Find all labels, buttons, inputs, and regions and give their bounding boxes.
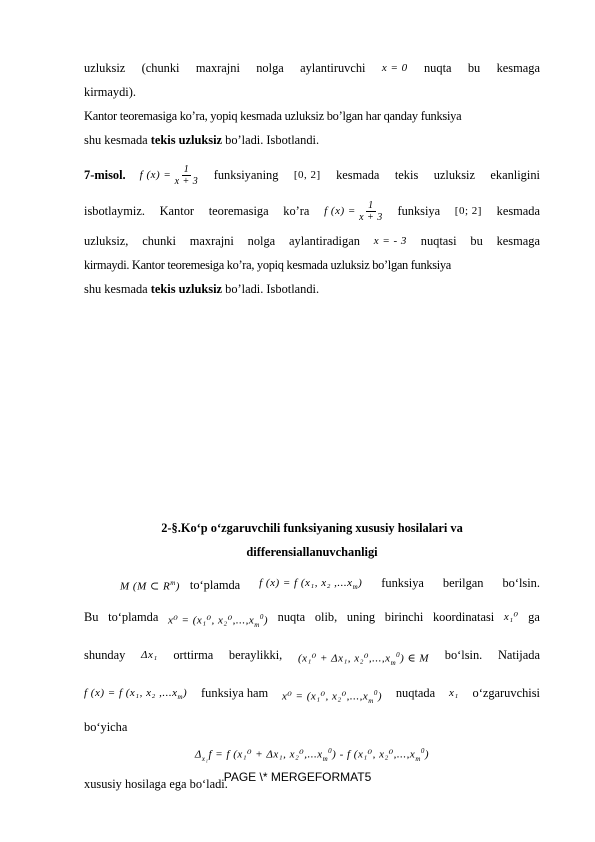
text-line: kirmaydi. Kantor teoremesiga ko’ra, yopiq kesmada uzluksiz bo’lgan funksiya <box>84 258 452 272</box>
word: shunday <box>84 648 126 663</box>
word: ekanligini <box>490 168 540 182</box>
text-line <box>84 602 540 640</box>
math-expression: x = 0 <box>381 62 408 74</box>
word: kesmada <box>336 168 380 182</box>
word: nolga <box>247 234 276 248</box>
text-line <box>84 640 540 678</box>
math-text: ) <box>183 686 188 699</box>
function-definition <box>324 193 383 229</box>
word: uzluksiz <box>84 61 126 75</box>
math-text: M (M ⊂ R <box>120 580 171 593</box>
superscript: 0 <box>328 746 333 755</box>
text-line: Kantor teoremasiga ko’ra, yopiq kesmada uzluksiz bo’lgan har qanday funksiya <box>84 109 462 123</box>
text-line <box>84 229 540 253</box>
subscript: m <box>177 693 184 702</box>
text-line <box>84 568 540 602</box>
page-footer: PAGE \* MERGEFORMAT5 <box>223 770 372 784</box>
math-text: f (x) = <box>139 169 172 181</box>
math-text: ) ∈ M <box>400 652 430 665</box>
word: ko’ra <box>283 204 310 218</box>
word: Bu <box>84 610 99 625</box>
word: aylantiruvchi <box>300 61 366 75</box>
word: Natijada <box>497 648 540 663</box>
text-line <box>84 277 540 301</box>
function-definition <box>84 678 187 716</box>
subscript: m <box>390 658 397 667</box>
text-line: xususiy hosilaga ega bo‘ladi. <box>84 776 228 791</box>
word: teoremasiga <box>208 204 269 218</box>
paragraph-example-7 <box>84 157 540 301</box>
example-label: 7-misol. <box>84 168 126 182</box>
point-definition <box>168 602 268 640</box>
set-group <box>84 568 240 602</box>
text-span: bo’ladi. Isbotlandi. <box>222 133 320 147</box>
word: nuqtada <box>395 685 436 700</box>
word: bu <box>467 61 481 75</box>
text-span: bo’ladi. Isbotlandi. <box>222 282 320 296</box>
superscript: 0 <box>259 613 264 622</box>
denominator: x + 3 <box>174 175 199 187</box>
text-line <box>84 56 540 80</box>
word: uzluksiz <box>433 168 475 182</box>
subscript: m <box>254 621 260 630</box>
example-label-group <box>84 157 198 193</box>
word: orttirma <box>173 648 214 663</box>
math-text: f (x) = f (x₁, x₂ ,...x <box>259 577 353 589</box>
word: koordinatasi <box>432 610 495 625</box>
math-text: f (x) = <box>324 205 356 217</box>
word: to‘plamda <box>189 578 241 593</box>
word: chunki <box>142 234 176 248</box>
point-definition <box>282 678 382 716</box>
math-text: Δ <box>194 748 202 761</box>
bold-term: tekis uzluksiz <box>150 133 223 147</box>
math-text: f = f (x₁⁰ + Δx₁, x₂⁰,...x <box>208 748 323 761</box>
section-title-line: 2-§.Ko‘p o‘zgaruvchili funksiyaning xususiy hosilalari va <box>161 521 463 535</box>
word: tekis <box>394 168 419 182</box>
subscript: x₁ <box>201 754 209 763</box>
superscript: 0 <box>420 746 425 755</box>
section-heading <box>84 516 540 564</box>
word: ga <box>528 610 540 625</box>
fraction <box>359 200 383 223</box>
math-text: ) <box>358 577 363 589</box>
paragraph-partial-derivative <box>84 568 540 796</box>
word: o‘zgaruvchisi <box>472 685 540 700</box>
word: bo‘lsin. <box>444 648 483 663</box>
text-line <box>84 193 540 229</box>
word: nuqta <box>277 610 306 625</box>
word: uzluksiz, <box>84 234 129 248</box>
subscript: m <box>368 696 374 705</box>
word: isbotlaymiz. <box>84 204 145 218</box>
interval: [0, 2] <box>293 169 321 181</box>
text-span: shu kesmada <box>84 282 151 296</box>
word: kesmada <box>496 204 540 218</box>
math-expression: x₁ <box>448 686 459 699</box>
numerator: 1 <box>368 199 374 211</box>
word: (chunki <box>141 61 180 75</box>
math-text: x⁰ = (x₁⁰, x₂⁰,...,x <box>168 614 255 627</box>
interval: [0; 2] <box>454 205 482 217</box>
word: nuqtasi <box>420 234 457 248</box>
bold-term: tekis uzluksiz <box>150 282 223 296</box>
word: berilgan <box>442 576 484 590</box>
text-line <box>84 157 540 193</box>
paragraph-intro <box>84 56 540 152</box>
function-definition <box>140 157 199 193</box>
point-definition <box>298 640 429 678</box>
section-title-line: differensiallanuvchanligi <box>246 545 378 559</box>
math-expression: Δx₁ <box>140 649 158 662</box>
math-text: ) <box>175 580 180 593</box>
word: funksiya <box>381 576 424 590</box>
math-text: ) - f (x₁⁰, x₂⁰,...,x <box>332 748 416 761</box>
subscript: m <box>322 754 329 763</box>
display-formula <box>84 738 540 772</box>
partial-increment-formula <box>195 738 429 772</box>
word: olib, <box>314 610 338 625</box>
text-line <box>84 128 540 152</box>
word: uning <box>346 610 376 625</box>
math-text: ) <box>377 690 382 703</box>
math-text: (x₁⁰ + Δx₁, x₂⁰,...,x <box>297 652 391 665</box>
text-line <box>84 678 540 716</box>
word: nolga <box>256 61 284 75</box>
superscript: m <box>170 579 176 588</box>
subscript: m <box>415 754 421 763</box>
function-definition <box>259 568 362 602</box>
word: funksiya ham <box>201 685 269 700</box>
word: funksiyaning <box>213 168 279 182</box>
numerator: 1 <box>183 163 190 175</box>
word: to‘plamda <box>108 610 159 625</box>
text-line: bo‘yicha <box>84 719 128 734</box>
word: bo‘lsin. <box>502 576 540 590</box>
word: bu <box>470 234 483 248</box>
word: maxrajni <box>189 234 234 248</box>
math-text: x⁰ = (x₁⁰, x₂⁰,...,x <box>282 690 369 703</box>
word: aylantiradigan <box>289 234 360 248</box>
math-expression: x = - 3 <box>373 235 407 247</box>
subscript: m <box>352 583 359 592</box>
word: funksiya <box>397 204 441 218</box>
superscript: 0 <box>396 651 401 660</box>
superscript: 0 <box>373 688 378 697</box>
word: nuqta <box>423 61 452 75</box>
math-text: ) <box>263 614 268 627</box>
word: kesmaga <box>496 234 540 248</box>
math-text: ) <box>424 748 430 761</box>
word: kesmaga <box>496 61 540 75</box>
math-text: f (x) = f (x₁, x₂ ,...x <box>84 686 178 699</box>
fraction <box>175 164 199 187</box>
text-line: kirmaydi). <box>84 85 136 99</box>
word: maxrajni <box>195 61 240 75</box>
word: Kantor <box>159 204 195 218</box>
denominator: x + 3 <box>359 211 383 223</box>
word: birinchi <box>384 610 424 625</box>
text-span: shu kesmada <box>84 133 151 147</box>
math-expression: x₁⁰ <box>503 611 519 624</box>
set-definition <box>84 568 180 602</box>
word: beraylikki, <box>228 648 283 663</box>
